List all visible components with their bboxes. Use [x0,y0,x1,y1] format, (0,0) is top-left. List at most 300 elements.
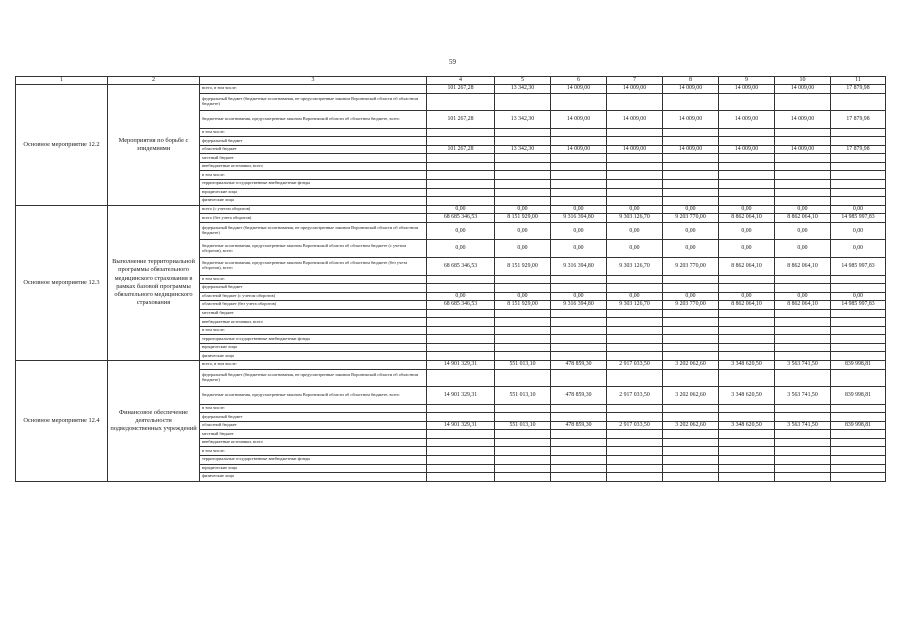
amount-cell: 0,00 [551,222,607,240]
amount-cell [831,128,886,137]
amount-cell [831,456,886,465]
amount-cell [663,369,719,387]
funding-source-label: федеральный бюджет [200,137,427,146]
amount-cell [719,154,775,163]
amount-cell: 0,00 [495,240,551,258]
amount-cell [719,352,775,361]
amount-cell [427,369,495,387]
amount-cell [495,464,551,473]
amount-cell [551,180,607,189]
amount-cell [607,352,663,361]
amount-cell: 14 009,00 [775,111,831,129]
funding-source-label: бюджетные ассигнования, предусмотренные законом Воронежской области об областном бюджете (без учета оборотов), всего [200,257,427,275]
amount-cell [775,464,831,473]
amount-cell: 551 013,10 [495,387,551,405]
amount-cell [663,162,719,171]
amount-cell [775,154,831,163]
funding-source-label: бюджетные ассигнования, предусмотренные законом Воронежской области об областном бюджете, всего [200,387,427,405]
amount-cell [607,284,663,293]
amount-cell: 3 202 062,60 [663,361,719,370]
amount-cell: 0,00 [775,205,831,214]
funding-source-label: территориальные государственные внебюджетные фонды [200,456,427,465]
amount-cell [831,309,886,318]
amount-cell [719,162,775,171]
amount-cell: 0,00 [427,240,495,258]
amount-cell [551,430,607,439]
amount-cell [719,413,775,422]
amount-cell [427,188,495,197]
amount-cell [551,326,607,335]
amount-cell: 0,00 [607,240,663,258]
amount-cell [775,352,831,361]
amount-cell: 0,00 [719,292,775,301]
amount-cell: 9 303 126,70 [607,257,663,275]
funding-source-label: физические лица [200,473,427,482]
amount-cell [663,197,719,206]
amount-cell: 0,00 [607,292,663,301]
funding-source-label: федеральный бюджет (бюджетные ассигнования, не предусмотренные законом Воронежской области об областном бюджете) [200,93,427,111]
amount-cell: 14 009,00 [663,85,719,94]
activity-name: Выполнение территориальной программы обязательного медицинского страхования в рамках базовой программы обязательного медицинского страхования [108,205,200,360]
amount-cell: 0,00 [831,240,886,258]
amount-cell [427,335,495,344]
amount-cell [663,464,719,473]
amount-cell [427,404,495,413]
amount-cell [663,154,719,163]
funding-source-label: в том числе: [200,275,427,284]
amount-cell [607,154,663,163]
amount-cell [775,171,831,180]
amount-cell [831,343,886,352]
amount-cell: 14 009,00 [775,145,831,154]
amount-cell [831,438,886,447]
amount-cell: 9 316 394,80 [551,301,607,310]
amount-cell [719,180,775,189]
amount-cell [719,309,775,318]
funding-source-label: территориальные государственные внебюджетные фонды [200,335,427,344]
amount-cell [551,154,607,163]
amount-cell [831,284,886,293]
amount-cell [495,352,551,361]
amount-cell: 14 009,00 [607,145,663,154]
amount-cell [607,188,663,197]
amount-cell [427,162,495,171]
amount-cell [775,197,831,206]
amount-cell: 14 009,00 [719,145,775,154]
budget-table [15,76,886,482]
amount-cell: 0,00 [663,240,719,258]
amount-cell [775,413,831,422]
amount-cell [831,93,886,111]
amount-cell [551,352,607,361]
amount-cell: 68 685 346,53 [427,301,495,310]
amount-cell [427,128,495,137]
amount-cell [427,352,495,361]
amount-cell: 0,00 [495,222,551,240]
amount-cell: 14 009,00 [607,85,663,94]
amount-cell [663,404,719,413]
amount-cell: 0,00 [607,222,663,240]
amount-cell [775,93,831,111]
amount-cell [831,464,886,473]
column-number: 11 [831,77,886,85]
amount-cell [775,188,831,197]
amount-cell [775,369,831,387]
amount-cell [831,137,886,146]
amount-cell [495,197,551,206]
amount-cell: 9 316 394,80 [551,214,607,223]
amount-cell [663,128,719,137]
amount-cell: 14 009,00 [551,145,607,154]
amount-cell [663,284,719,293]
amount-cell [607,137,663,146]
amount-cell: 14 985 997,83 [831,301,886,310]
amount-cell [775,162,831,171]
amount-cell [663,447,719,456]
funding-source-label: физические лица [200,197,427,206]
amount-cell [663,343,719,352]
amount-cell [775,404,831,413]
amount-cell [495,162,551,171]
funding-source-label: федеральный бюджет (бюджетные ассигнования, не предусмотренные законом Воронежской области об областном бюджете) [200,369,427,387]
amount-cell [831,326,886,335]
amount-cell [427,171,495,180]
amount-cell [551,404,607,413]
amount-cell: 3 202 062,60 [663,421,719,430]
amount-cell: 0,00 [663,205,719,214]
amount-cell: 0,00 [719,205,775,214]
amount-cell [775,137,831,146]
column-number: 10 [775,77,831,85]
amount-cell [775,275,831,284]
amount-cell [663,318,719,327]
amount-cell: 551 013,10 [495,421,551,430]
amount-cell: 0,00 [831,292,886,301]
amount-cell: 3 348 620,50 [719,421,775,430]
amount-cell: 13 342,30 [495,85,551,94]
amount-cell: 68 685 346,53 [427,257,495,275]
amount-cell [551,93,607,111]
amount-cell: 0,00 [719,222,775,240]
amount-cell: 478 859,30 [551,361,607,370]
amount-cell: 8 862 064,10 [775,257,831,275]
amount-cell [775,128,831,137]
amount-cell: 478 859,30 [551,387,607,405]
amount-cell [719,284,775,293]
amount-cell [775,326,831,335]
amount-cell [495,473,551,482]
amount-cell [495,343,551,352]
amount-cell [427,318,495,327]
amount-cell [719,171,775,180]
amount-cell: 14 009,00 [551,111,607,129]
column-number: 3 [200,77,427,85]
amount-cell [719,275,775,284]
amount-cell: 14 009,00 [607,111,663,129]
amount-cell [663,275,719,284]
amount-cell [427,456,495,465]
amount-cell [663,180,719,189]
amount-cell [719,447,775,456]
amount-cell [775,447,831,456]
amount-cell: 14 901 329,31 [427,361,495,370]
activity-name: Мероприятия по борьбе с эпидемиями [108,85,200,206]
funding-source-label: областной бюджет [200,145,427,154]
amount-cell [607,128,663,137]
amount-cell [663,430,719,439]
amount-cell: 9 203 770,00 [663,257,719,275]
column-number: 9 [719,77,775,85]
amount-cell [495,284,551,293]
amount-cell [427,275,495,284]
funding-source-label: местный бюджет [200,154,427,163]
column-number-row [16,77,886,85]
amount-cell [551,188,607,197]
amount-cell: 0,00 [495,292,551,301]
amount-cell [663,335,719,344]
amount-cell [495,93,551,111]
funding-source-label: бюджетные ассигнования, предусмотренные законом Воронежской области об областном бюджете (с учетом оборотов), всего [200,240,427,258]
amount-cell [427,447,495,456]
amount-cell [495,438,551,447]
amount-cell [427,473,495,482]
amount-cell [607,335,663,344]
amount-cell [831,318,886,327]
funding-source-label: всего, в том числе: [200,85,427,94]
amount-cell [719,430,775,439]
amount-cell [427,197,495,206]
funding-source-label: местный бюджет [200,309,427,318]
table-row [16,361,886,370]
amount-cell [831,413,886,422]
amount-cell [607,447,663,456]
amount-cell: 17 879,98 [831,85,886,94]
amount-cell [607,326,663,335]
amount-cell [719,197,775,206]
amount-cell [495,154,551,163]
funding-source-label: юридические лица [200,464,427,473]
amount-cell: 3 202 062,60 [663,387,719,405]
amount-cell [551,413,607,422]
amount-cell [551,162,607,171]
amount-cell: 14 901 329,31 [427,387,495,405]
funding-source-label: всего (без учета оборотов) [200,214,427,223]
amount-cell [495,456,551,465]
amount-cell [427,93,495,111]
amount-cell [831,154,886,163]
amount-cell [551,137,607,146]
amount-cell: 9 203 770,00 [663,301,719,310]
amount-cell [607,171,663,180]
amount-cell [831,447,886,456]
amount-cell: 839 998,81 [831,361,886,370]
amount-cell [719,128,775,137]
funding-source-label: бюджетные ассигнования, предусмотренные законом Воронежской области об областном бюджете, всего [200,111,427,129]
amount-cell [775,318,831,327]
amount-cell [551,275,607,284]
activity-code: Основное мероприятие 12.2 [16,85,108,206]
amount-cell [551,369,607,387]
amount-cell: 0,00 [495,205,551,214]
amount-cell [775,438,831,447]
funding-source-label: федеральный бюджет [200,284,427,293]
activity-name: Финансовое обеспечение деятельности подведомственных учреждений [108,361,200,482]
funding-source-label: областной бюджет (с учетом оборотов) [200,292,427,301]
amount-cell: 8 862 064,10 [719,257,775,275]
amount-cell [495,335,551,344]
amount-cell [663,473,719,482]
amount-cell: 0,00 [427,205,495,214]
amount-cell [427,464,495,473]
amount-cell: 9 203 770,00 [663,214,719,223]
amount-cell: 9 303 126,70 [607,301,663,310]
amount-cell [427,438,495,447]
amount-cell [495,180,551,189]
amount-cell [831,197,886,206]
amount-cell [831,473,886,482]
amount-cell [831,180,886,189]
amount-cell [775,430,831,439]
funding-source-label: областной бюджет (без учета оборотов) [200,301,427,310]
funding-source-label: в том числе: [200,447,427,456]
amount-cell: 14 009,00 [775,85,831,94]
amount-cell: 3 348 620,50 [719,361,775,370]
amount-cell [719,137,775,146]
amount-cell: 14 009,00 [663,111,719,129]
amount-cell: 0,00 [831,205,886,214]
column-number: 5 [495,77,551,85]
amount-cell [663,456,719,465]
amount-cell [607,275,663,284]
amount-cell: 3 563 741,50 [775,421,831,430]
amount-cell: 0,00 [551,292,607,301]
amount-cell [607,456,663,465]
amount-cell: 101 267,28 [427,145,495,154]
amount-cell: 8 862 064,10 [775,214,831,223]
amount-cell [607,197,663,206]
amount-cell: 9 316 394,80 [551,257,607,275]
funding-source-label: федеральный бюджет (бюджетные ассигнования, не предусмотренные законом Воронежской области об областном бюджете) [200,222,427,240]
amount-cell [607,413,663,422]
amount-cell [831,404,886,413]
amount-cell [663,171,719,180]
amount-cell: 0,00 [775,292,831,301]
amount-cell [607,343,663,352]
amount-cell [427,309,495,318]
amount-cell [551,197,607,206]
funding-source-label: в том числе: [200,326,427,335]
amount-cell: 2 917 033,50 [607,421,663,430]
amount-cell: 0,00 [775,240,831,258]
amount-cell: 8 862 064,10 [719,301,775,310]
amount-cell [495,188,551,197]
amount-cell [495,128,551,137]
amount-cell [427,180,495,189]
amount-cell [607,404,663,413]
amount-cell [427,413,495,422]
funding-source-label: внебюджетные источники, всего [200,438,427,447]
amount-cell [663,309,719,318]
amount-cell [427,343,495,352]
amount-cell [831,430,886,439]
funding-source-label: юридические лица [200,343,427,352]
amount-cell [663,352,719,361]
table-row [16,205,886,214]
amount-cell: 13 342,30 [495,111,551,129]
amount-cell [551,343,607,352]
amount-cell [495,369,551,387]
amount-cell [551,284,607,293]
amount-cell [719,456,775,465]
amount-cell [551,447,607,456]
amount-cell: 478 859,30 [551,421,607,430]
amount-cell [775,335,831,344]
amount-cell [775,473,831,482]
amount-cell [831,369,886,387]
amount-cell [495,171,551,180]
amount-cell [719,369,775,387]
amount-cell [607,430,663,439]
amount-cell: 14 901 329,31 [427,421,495,430]
amount-cell [427,430,495,439]
amount-cell [775,343,831,352]
amount-cell [719,93,775,111]
amount-cell: 839 998,81 [831,421,886,430]
amount-cell [495,413,551,422]
amount-cell [551,456,607,465]
funding-source-label: внебюджетные источники, всего [200,318,427,327]
amount-cell [551,438,607,447]
column-number: 6 [551,77,607,85]
amount-cell: 3 563 741,50 [775,361,831,370]
funding-source-label: в том числе: [200,404,427,413]
table-body [16,77,886,482]
amount-cell [551,128,607,137]
amount-cell [495,309,551,318]
amount-cell: 8 862 064,10 [775,301,831,310]
amount-cell: 0,00 [663,222,719,240]
amount-cell [427,284,495,293]
amount-cell: 14 985 997,83 [831,257,886,275]
funding-source-label: юридические лица [200,188,427,197]
amount-cell [831,352,886,361]
amount-cell: 0,00 [551,205,607,214]
amount-cell [719,404,775,413]
amount-cell [495,430,551,439]
funding-source-label: всего, в том числе: [200,361,427,370]
amount-cell: 3 348 620,50 [719,387,775,405]
amount-cell [775,284,831,293]
amount-cell [495,447,551,456]
amount-cell: 17 879,98 [831,111,886,129]
amount-cell: 0,00 [427,292,495,301]
amount-cell: 14 009,00 [719,111,775,129]
amount-cell [495,326,551,335]
amount-cell [719,473,775,482]
amount-cell [551,335,607,344]
column-number: 7 [607,77,663,85]
amount-cell [719,326,775,335]
amount-cell [551,464,607,473]
amount-cell: 8 151 929,00 [495,214,551,223]
amount-cell [719,318,775,327]
funding-source-label: внебюджетные источники, всего [200,162,427,171]
amount-cell [495,275,551,284]
amount-cell [607,162,663,171]
amount-cell: 13 342,30 [495,145,551,154]
amount-cell [719,343,775,352]
amount-cell: 101 267,28 [427,111,495,129]
